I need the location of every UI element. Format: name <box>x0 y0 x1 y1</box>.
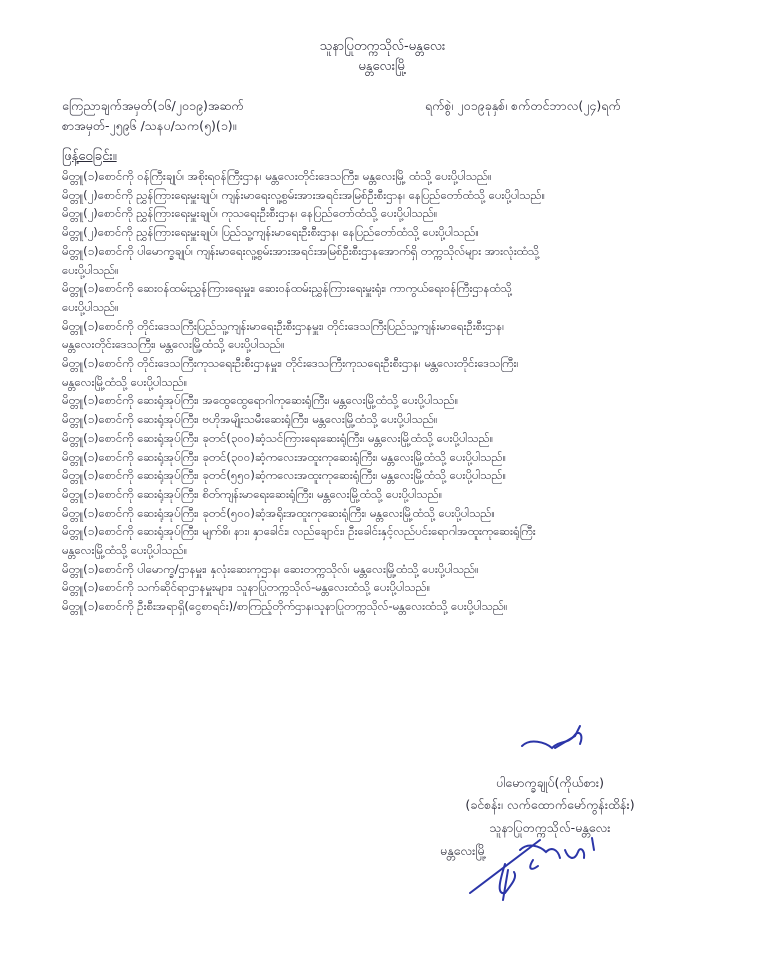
header-city: မန္တလေးမြို့ <box>358 59 407 74</box>
distribution-line: မိတ္တူ(၁)စောင်ကို ဝန်ကြီးချုပ်၊ အစိုးရဝန်ကြီးဌာန၊ မန္တလေးတိုင်းဒေသကြီး၊ မန္တလေးမြို့ ထံသို့ ပေးပို့ပါသည်။ <box>62 169 492 183</box>
distribution-line: မိတ္တူ(၁)စောင်ကို ဆေးရုံအုပ်ကြီး၊ ခုတင်(၅၀၀)ဆံ့အရိုးအထူးကုဆေးရုံကြီး၊ မန္တလေးမြို့ထံသို့ ပေးပို့ပါသည်။ <box>62 505 496 520</box>
signatory-organization: သူနာပြုတက္ကသိုလ်-မန္တလေး <box>489 820 611 835</box>
header-organization: သူနာပြုတက္ကသိုလ်-မန္တလေး <box>319 39 446 54</box>
subject-heading: ဖြန့်ဝေခြင်း။ <box>62 149 117 164</box>
distribution-line: မိတ္တူ(၁)စောင်ကို ဆေးရုံအုပ်ကြီး၊ အထွေထွေရောဂါကုဆေးရုံကြီး၊ မန္တလေးမြို့ထံသို့ ပေးပို့ပါသည်။ <box>62 393 459 408</box>
distribution-line: မိတ္တူ(၁)စောင်ကို တိုင်းဒေသကြီးပြည်သူ့ကျန်းမာရေးဦးစီးဌာနမှူး၊ တိုင်းဒေသကြီးပြည်သူ့ကျန်းမာရေးဦးစီးဌာန၊ <box>62 318 505 333</box>
signatory-city: မန္တလေးမြို့ <box>440 843 487 858</box>
distribution-line: မိတ္တူ(၁)စောင်ကို ပါမောက္ခ/ဌာနမှူး၊ နှလုံးဆေးကုဌာန၊ ဆေးတက္ကသိုလ်၊ မန္တလေးမြို့ထံသို့ ပေးပို့ပါသည်။ <box>62 561 479 576</box>
letter-number: စာအမှတ်-၂၅၉၆ /သနပ/သက(၅)(၁)။ <box>62 118 237 133</box>
distribution-line: မိတ္တူ(၁)စောင်ကို ဆေးရုံအုပ်ကြီး၊ ခုတင်(၅၅၀)ဆံ့ကလေးအထူးကုဆေးရုံကြီး၊ မန္တလေးမြို့ထံသို့ ပေးပို့ပါသည်။ <box>62 468 507 483</box>
distribution-line: မိတ္တူ(၁)စောင်ကို ဆေးဝန်ထမ်းညွှန်ကြားရေးမှူး၊ ဆေးဝန်ထမ်းညွှန်ကြားရေးမှူးရုံး၊ ကာကွယ်ရေးဝန်ကြီးဌာနထံသို့ <box>62 281 512 296</box>
distribution-line: မိတ္တူ(၁)စောင်ကို ဆေးရုံအုပ်ကြီး၊ စိတ်ကျန်းမာရေးဆေးရုံကြီး၊ မန္တလေးမြို့ထံသို့ ပေးပို့ပါသည်။ <box>62 486 443 501</box>
distribution-line: ပေးပို့ပါသည်။ <box>62 262 119 277</box>
distribution-line: မိတ္တူ(၁)စောင်ကို ဆေးရုံအုပ်ကြီး၊ ခုတင်(၃၀၀)ဆံ့ကလေးအထူးကုဆေးရုံကြီး၊ မန္တလေးမြို့ထံသို့ ပေးပို့ပါသည်။ <box>62 449 507 464</box>
distribution-line: မန္တလေးတိုင်းဒေသကြီး၊ မန္တလေးမြို့ထံသို့ ပေးပို့ပါသည်။ <box>62 337 285 352</box>
distribution-line: မိတ္တူ(၁)စောင်ကို ဦးစီးအရာရှိ(ငွေစာရင်း)/စာကြည့်တိုက်ဌာန၊သူနာပြုတက္ကသိုလ်-မန္တလေးထံသို့ ပေးပို့ပါသည်။ <box>62 599 508 614</box>
distribution-line: မိတ္တူ(၂)စောင်ကို ညွှန်ကြားရေးမှူးချုပ်၊ ကျန်းမာရေးလူ့စွမ်းအားအရင်းအမြစ်ဦးစီးဌာန၊ နေပြည်တော်ထံသို့ ပေးပို့ပါသည်။ <box>62 187 546 202</box>
distribution-line: မိတ္တူ(၁)စောင်ကို ဆေးရုံအုပ်ကြီး၊ ဗဟိုအမျိုးသမီးဆေးရုံကြီး၊ မန္တလေးမြို့ထံသို့ ပေးပို့ပါသည်။ <box>62 412 438 427</box>
signature-title: ပါမောက္ခချုပ်(ကိုယ်စား) <box>496 775 604 790</box>
distribution-line: မိတ္တူ(၁)စောင်ကို ပါမောက္ခချုပ်၊ ကျန်းမာရေးလူ့စွမ်းအားအရင်းအမြစ်ဦးစီးဌာနအောက်ရှိ တက္ကသိုလ်များ အားလုံးထံသို့ <box>62 243 540 258</box>
distribution-line: ပေးပို့ပါသည်။ <box>62 299 119 314</box>
distribution-line: မိတ္တူ(၂)စောင်ကို ညွှန်ကြားရေးမှူးချုပ်၊ ပြည်သူ့ကျန်းမာရေးဦးစီးဌာန၊ နေပြည်တော်ထံသို့ ပေးပို့ပါသည်။ <box>62 225 479 240</box>
distribution-line: မိတ္တူ(၁)စောင်ကို ဆေးရုံအုပ်ကြီး၊ ခုတင်(၃၀၀)ဆံ့သင်ကြားရေးဆေးရုံကြီး၊ မန္တလေးမြို့ထံသို့ ပေးပို့ပါသည်။ <box>62 430 494 445</box>
signatory-name: (ခင်စန်း၊ လက်ထောက်မော်ကွန်းထိန်း) <box>465 797 635 812</box>
distribution-line: မန္တလေးမြို့ထံသို့ ပေးပို့ပါသည်။ <box>62 543 188 558</box>
distribution-line: မိတ္တူ(၁)စောင်ကို ဆေးရုံအုပ်ကြီး၊ မျက်စိ၊ နား၊ နှာခေါင်း၊ လည်ချောင်း၊ ဦးခေါင်းနှင့်လည်ပင်းရောဂါအထူးကုဆေးရုံကြီး <box>62 524 536 539</box>
letter-date: ရက်စွဲ၊ ၂၀၁၉ခုနှစ်၊ စက်တင်ဘာလ(၂၄)ရက် <box>425 98 621 113</box>
distribution-line: မိတ္တူ(၁)စောင်ကို တိုင်းဒေသကြီးကုသရေးဦးစီးဌာနမှူး၊ တိုင်းဒေသကြီးကုသရေးဦးစီးဌာန၊ မန္တလေးတိုင်းဒေသကြီး၊ <box>62 356 519 371</box>
distribution-line: မန္တလေးမြို့ထံသို့ ပေးပို့ပါသည်။ <box>62 374 188 389</box>
distribution-line: မိတ္တူ(၂)စောင်ကို ညွှန်ကြားရေးမှူးချုပ်၊ ကုသရေးဦးစီးဌာန၊ နေပြည်တော်ထံသို့ ပေးပို့ပါသည်။ <box>62 206 438 221</box>
distribution-line: မိတ္တူ(၁)စောင်ကို သက်ဆိုင်ရာဌာနမှူးများ၊ သူနာပြုတက္ကသိုလ်-မန္တလေးထံသို့ ပေးပို့ပါသည်။ <box>62 580 431 595</box>
announcement-reference: ကြေညာချက်အမှတ်(၁၆/၂၀၁၉)အဆက် <box>62 98 244 113</box>
